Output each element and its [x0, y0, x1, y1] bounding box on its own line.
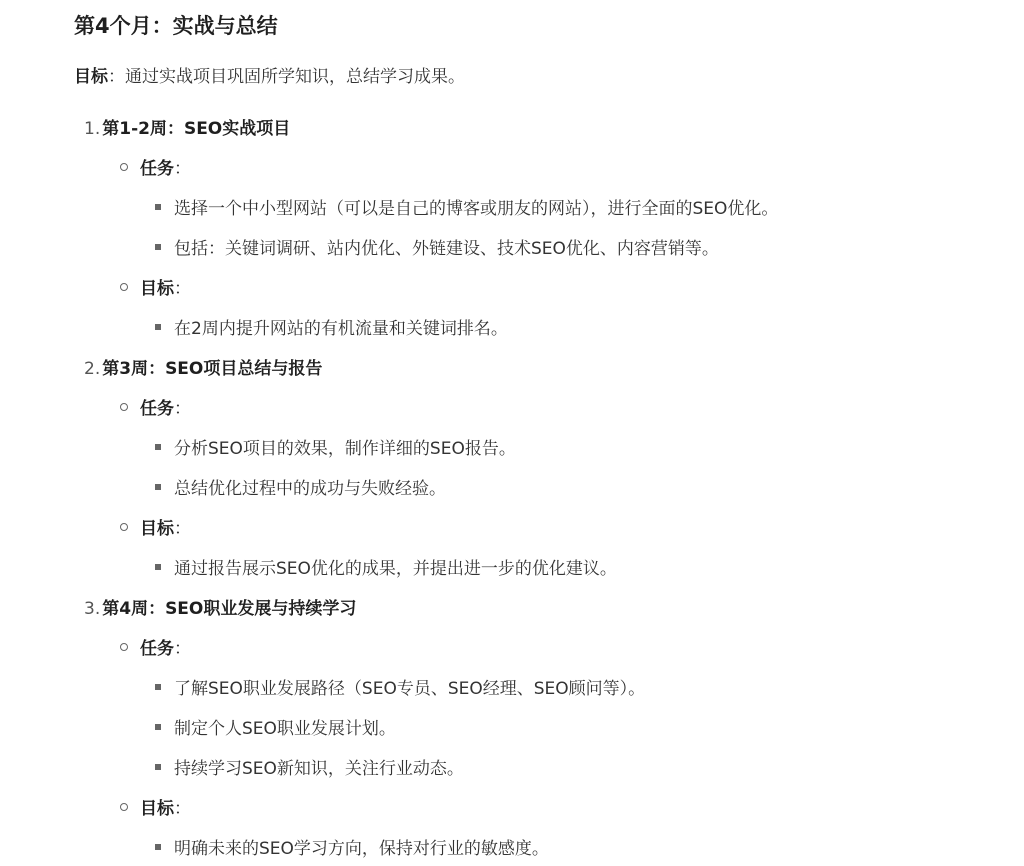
- list-number: 2.: [84, 359, 101, 379]
- circle-bullet-icon: [120, 803, 128, 811]
- goal-text: 明确未来的SEO学习方向，保持对行业的敏感度。: [174, 839, 549, 859]
- goal-group: 目标：: [120, 794, 191, 824]
- task-group: 任务：: [120, 394, 191, 424]
- task-label: 任务: [140, 639, 174, 659]
- task-text: 了解SEO职业发展路径（SEO专员、SEO经理、SEO顾问等）。: [174, 679, 646, 699]
- list-item: [155, 834, 549, 864]
- circle-bullet-icon: [120, 643, 128, 651]
- task-group: 任务：: [120, 634, 191, 664]
- month-goal-label: 目标: [74, 67, 108, 87]
- goal-group: 目标：: [120, 514, 191, 544]
- list-item: [155, 554, 617, 584]
- circle-bullet-icon: [120, 163, 128, 171]
- square-bullet-icon: [155, 244, 161, 250]
- task-text: 总结优化过程中的成功与失败经验。: [174, 479, 446, 499]
- goal-group: 目标：: [120, 274, 191, 304]
- square-bullet-icon: [155, 844, 161, 850]
- month-goal-text: ：通过实战项目巩固所学知识，总结学习成果。: [108, 67, 465, 87]
- week-item: [84, 594, 356, 624]
- task-text: 分析SEO项目的效果，制作详细的SEO报告。: [174, 439, 516, 459]
- square-bullet-icon: [155, 724, 161, 730]
- list-item: [155, 234, 719, 264]
- goal-label: 目标: [140, 279, 174, 299]
- task-text: 制定个人SEO职业发展计划。: [174, 719, 396, 739]
- week-title: 第4周：SEO职业发展与持续学习: [102, 599, 357, 619]
- square-bullet-icon: [155, 484, 161, 490]
- week-item: [84, 354, 322, 384]
- square-bullet-icon: [155, 324, 161, 330]
- circle-bullet-icon: [120, 523, 128, 531]
- goal-label: 目标: [140, 519, 174, 539]
- list-number: 1.: [84, 119, 101, 139]
- section-heading: 第4个月：实战与总结: [74, 14, 278, 38]
- goal-text: 通过报告展示SEO优化的成果，并提出进一步的优化建议。: [174, 559, 617, 579]
- week-title: 第1-2周：SEO实战项目: [102, 119, 291, 139]
- task-label: 任务: [140, 399, 174, 419]
- task-text: 选择一个中小型网站（可以是自己的博客或朋友的网站），进行全面的SEO优化。: [174, 199, 779, 219]
- square-bullet-icon: [155, 764, 161, 770]
- list-item: [155, 474, 446, 504]
- square-bullet-icon: [155, 444, 161, 450]
- square-bullet-icon: [155, 204, 161, 210]
- list-number: 3.: [84, 599, 101, 619]
- goal-label: 目标: [140, 799, 174, 819]
- list-item: [155, 314, 508, 344]
- square-bullet-icon: [155, 684, 161, 690]
- list-item: [155, 674, 645, 704]
- list-item: [155, 754, 464, 784]
- circle-bullet-icon: [120, 403, 128, 411]
- goal-text: 在2周内提升网站的有机流量和关键词排名。: [174, 319, 508, 339]
- week-item: [84, 114, 290, 144]
- week-title: 第3周：SEO项目总结与报告: [102, 359, 323, 379]
- list-item: [155, 194, 778, 224]
- square-bullet-icon: [155, 564, 161, 570]
- circle-bullet-icon: [120, 283, 128, 291]
- task-text: 持续学习SEO新知识，关注行业动态。: [174, 759, 464, 779]
- task-label: 任务: [140, 159, 174, 179]
- month-goal: [74, 62, 465, 92]
- list-item: [155, 434, 516, 464]
- task-text: 包括：关键词调研、站内优化、外链建设、技术SEO优化、内容营销等。: [174, 239, 719, 259]
- task-group: 任务：: [120, 154, 191, 184]
- list-item: [155, 714, 396, 744]
